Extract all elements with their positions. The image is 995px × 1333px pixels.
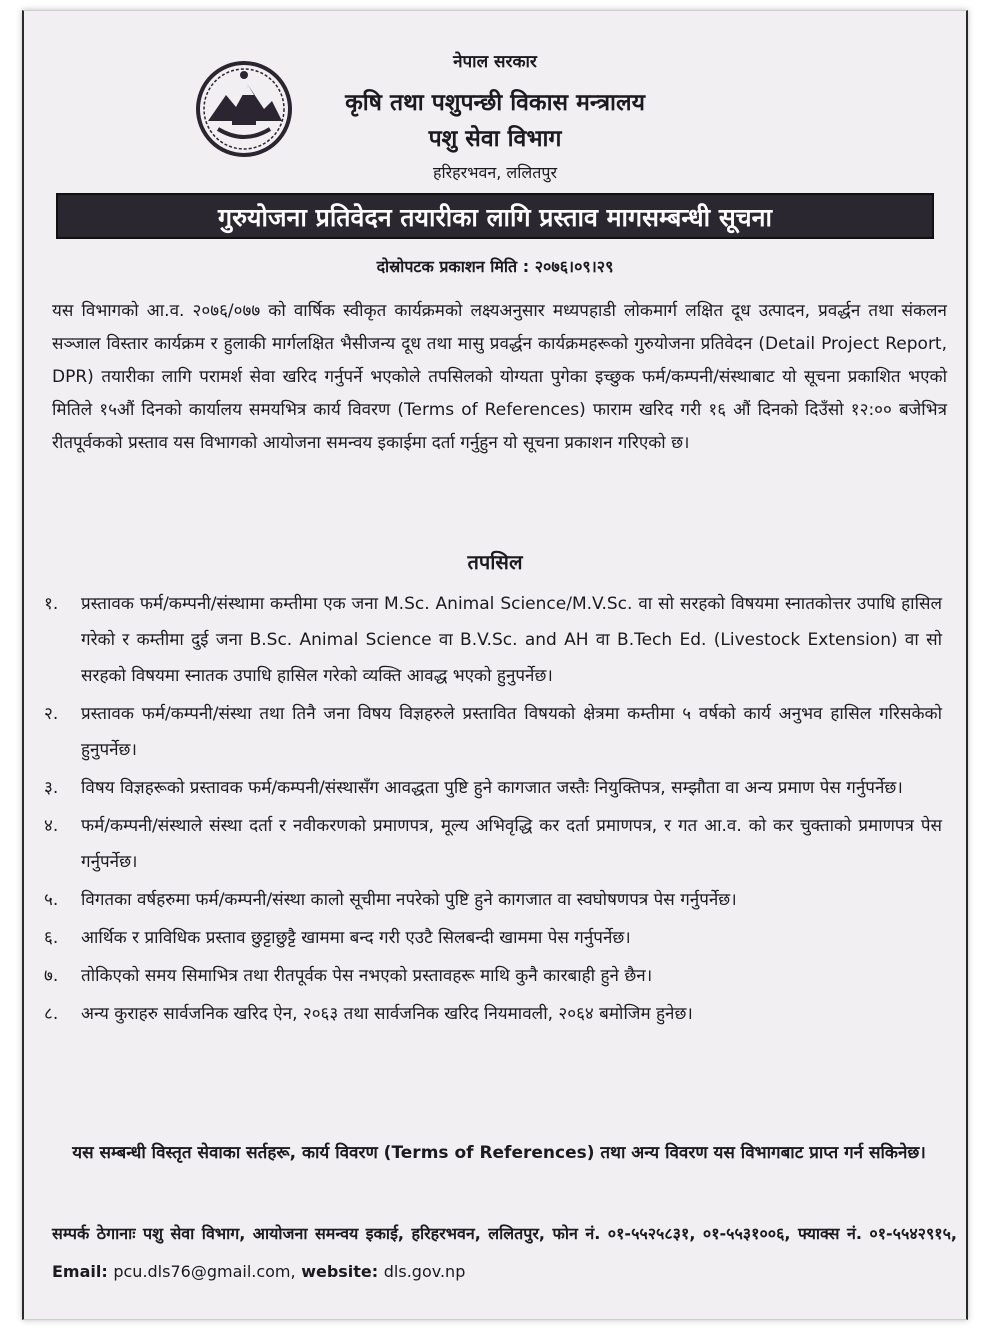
list-item-number: ३. (44, 778, 59, 798)
list-item-number: ८. (44, 1004, 59, 1024)
list-item-text: विगतका वर्षहरुमा फर्म/कम्पनी/संस्था कालो सूचीमा नपरेको पुष्टि हुने कागजात वा स्वघोषणपत्र पेस गर्नुपर्नेछ। (81, 890, 737, 910)
list-item-number: ५. (44, 890, 59, 910)
requirements-list (24, 586, 966, 1034)
contact-info (52, 1215, 957, 1291)
list-item (24, 770, 966, 806)
publication-date-value: २०७६।०९।२९ (534, 257, 614, 276)
list-item-number: ४. (44, 816, 59, 836)
website-link[interactable]: dls.gov.np (383, 1262, 466, 1281)
header-address: हरिहरभवन, ललितपुर (432, 163, 557, 182)
contact-label: सम्पर्क ठेगानाः (52, 1224, 136, 1243)
email-label: Email: (52, 1262, 108, 1281)
notice-document (22, 10, 968, 1320)
list-item-text: फर्म/कम्पनी/संस्थाले संस्था दर्ता र नवीकरणको प्रमाणपत्र, मूल्य अभिवृद्धि कर दर्ता प्रमाणपत्र, र गत आ.व. को कर चुक्ताको प्रमाणपत्र पेस गर्नुपर्नेछ। (81, 816, 942, 872)
phone-numbers: ०१-५५२५८३१, ०१-५५३१००६, (607, 1224, 791, 1243)
list-item-text: प्रस्तावक फर्म/कम्पनी/संस्थामा कम्तीमा एक जना M.Sc. Animal Science/M.V.Sc. वा सो सरहको विषयमा स्नातकोत्तर उपाधि हासिल गरेको र कम्तीमा दुई जना B.Sc. Animal Science वा B.V.Sc. and AH वा B.Tech Ed. (Livestock Extension) वा सो सरहको विषयमा स्नातक उपाधि हासिल गरेको व्यक्ति आवद्ध भएको हुनुपर्नेछ। (81, 594, 942, 686)
header-government: नेपाल सरकार (453, 52, 537, 72)
list-item (24, 996, 966, 1032)
details-heading: तपसिल (467, 550, 523, 574)
list-item-text: अन्य कुराहरु सार्वजनिक खरिद ऐन, २०६३ तथा सार्वजनिक खरिद नियमावली, २०६४ बमोजिम हुनेछ। (81, 1004, 693, 1024)
list-item (24, 808, 966, 880)
contact-address: पशु सेवा विभाग, आयोजना समन्वय इकाई, हरिहरभवन, ललितपुर, (143, 1224, 545, 1243)
list-item-text: प्रस्तावक फर्म/कम्पनी/संस्था तथा तिनै जना विषय विज्ञहरुले प्रस्तावित विषयको क्षेत्रमा कम्तीमा ५ वर्षको कार्य अनुभव हासिल गरिसकेको हुनुपर्नेछ। (81, 704, 942, 760)
list-item-text: विषय विज्ञहरूको प्रस्तावक फर्म/कम्पनी/संस्थासँग आवद्धता पुष्टि हुने कागजात जस्तैः नियुक्तिपत्र, सम्झौता वा अन्य प्रमाण पेस गर्नुपर्नेछ। (81, 778, 903, 798)
header-ministry: कृषि तथा पशुपन्छी विकास मन्त्रालय (345, 90, 645, 116)
fax-number: ०१-५५४२९१५, (869, 1224, 958, 1243)
closing-note: यस सम्बन्धी विस्तृत सेवाका सर्तहरू, कार्य विवरण (Terms of References) तथा अन्य विवरण यस विभागबाट प्राप्त गर्न सकिनेछ। (72, 1143, 926, 1163)
list-item-number: ६. (44, 928, 59, 948)
phone-label: फोन नं. (552, 1224, 601, 1243)
list-item (24, 586, 966, 694)
publication-date (24, 255, 966, 277)
publication-date-label: दोस्रोपटक प्रकाशन मिति : (376, 257, 530, 276)
list-item-text: तोकिएको समय सिमाभित्र तथा रीतपूर्वक पेस नभएको प्रस्तावहरू माथि कुनै कारबाही हुने छैन। (81, 966, 653, 986)
intro-paragraph: यस विभागको आ.व. २०७६/०७७ को वार्षिक स्वीकृत कार्यक्रमको लक्ष्यअनुसार मध्यपहाडी लोकमार्ग लक्षित दूध उत्पादन, प्रवर्द्धन तथा संकलन सञ्जाल विस्तार कार्यक्रम र हुलाकी मार्गलक्षित भैसीजन्य दूध तथा मासु प्रवर्द्धन कार्यक्रमहरूको गुरुयोजना प्रतिवेदन (Detail Project Report, DPR) तयारीका लागि परामर्श सेवा खरिद गर्नुपर्ने भएकोले तपसिलको योग्यता पुगेका इच्छुक फर्म/कम्पनी/संस्थाबाट यो सूचना प्रकाशित भएको मितिले १५औं दिनको कार्यालय समयभित्र कार्य विवरण (Terms of References) फाराम खरिद गरी १६ औं दिनको दिउँसो १२:०० बजेभित्र रीतपूर्वकको प्रस्ताव यस विभागको आयोजना समन्वय इकाईमा दर्ता गर्नुहुन यो सूचना प्रकाशन गरिएको छ। (52, 301, 947, 453)
list-item (24, 920, 966, 956)
list-item (24, 882, 966, 918)
list-item (24, 696, 966, 768)
list-item-number: १. (44, 594, 59, 614)
fax-label: फ्याक्स नं. (797, 1224, 862, 1243)
list-item-number: २. (44, 704, 59, 724)
notice-title-banner: गुरुयोजना प्रतिवेदन तयारीका लागि प्रस्ताव मागसम्बन्धी सूचना (56, 193, 934, 239)
list-item-text: आर्थिक र प्राविधिक प्रस्ताव छुट्टाछुट्टै खाममा बन्द गरी एउटै सिलबन्दी खाममा पेस गर्नुपर्नेछ। (81, 928, 631, 948)
header-department: पशु सेवा विभाग (428, 126, 562, 152)
list-item-number: ७. (44, 966, 59, 986)
website-label: website: (301, 1262, 379, 1281)
email-link[interactable]: pcu.dls76@gmail.com, (113, 1262, 296, 1281)
list-item (24, 958, 966, 994)
